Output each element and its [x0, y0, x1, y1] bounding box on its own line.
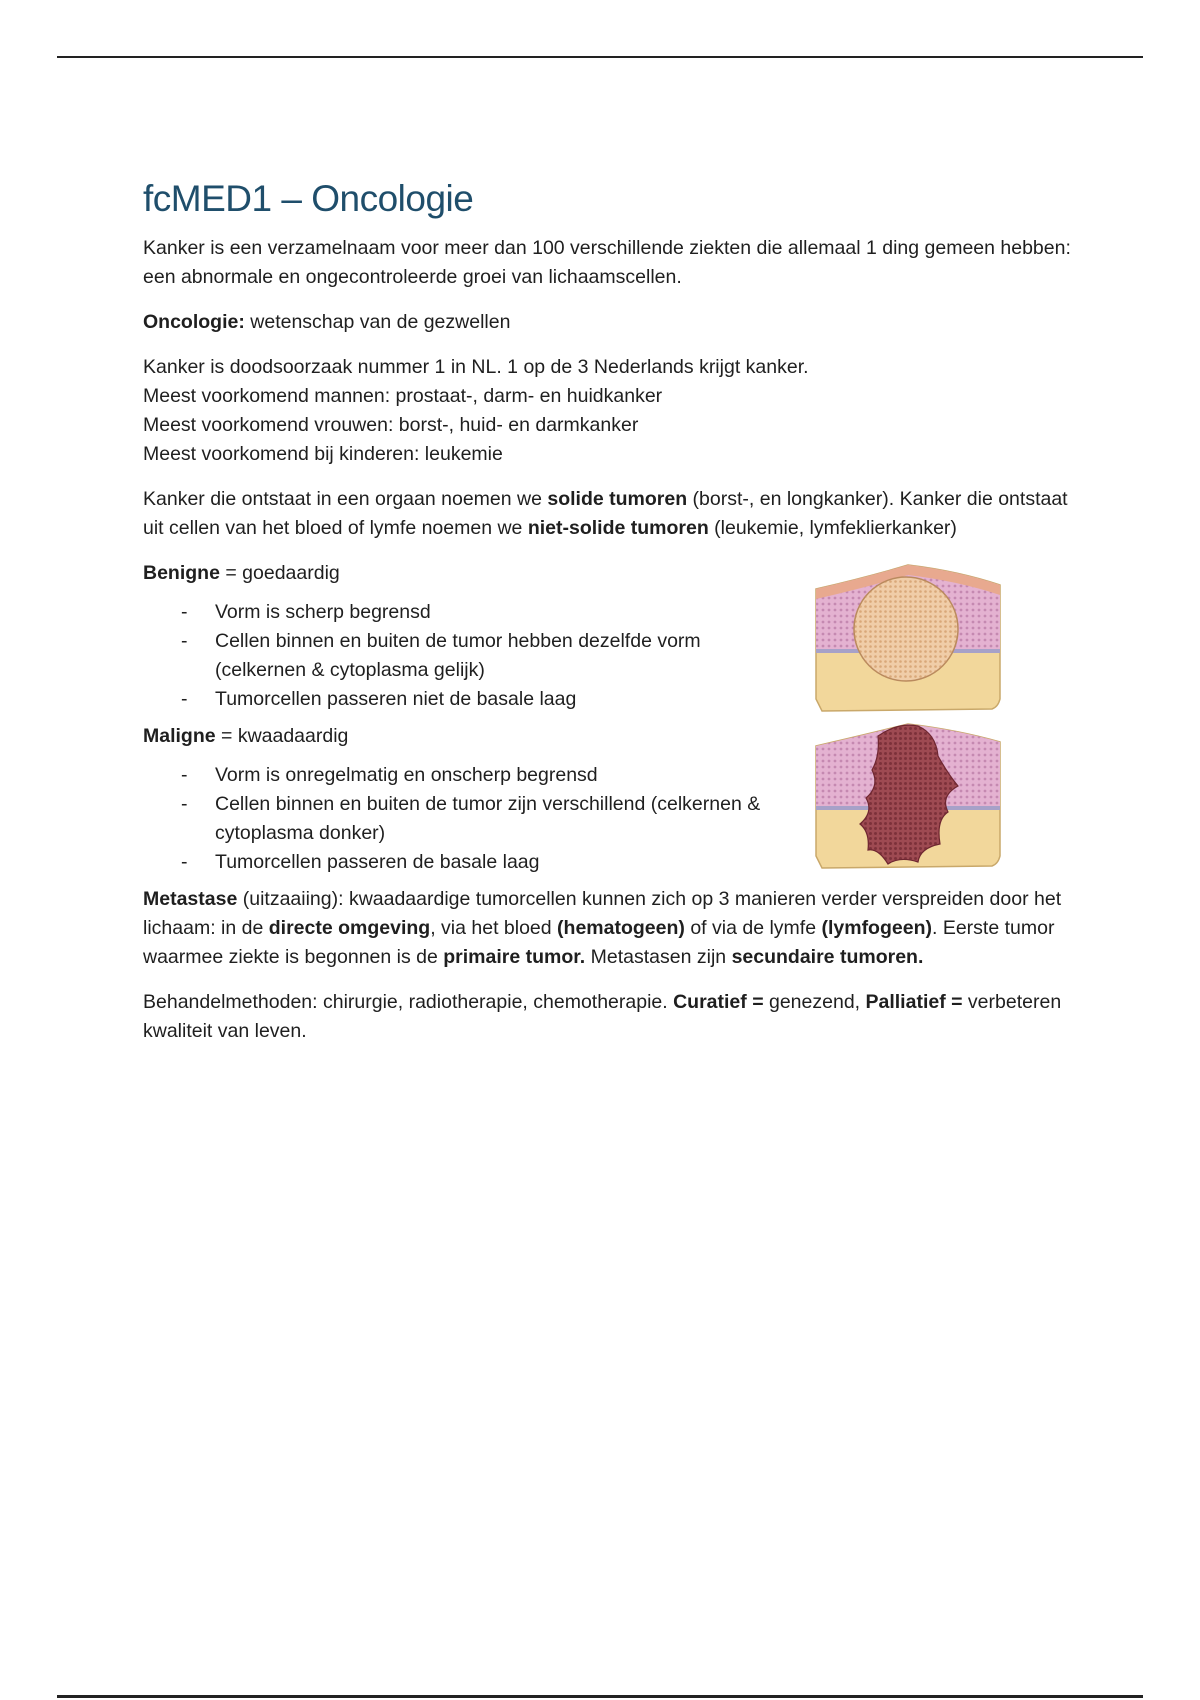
footer-rule — [57, 1695, 1143, 1698]
stat-line: Meest voorkomend bij kinderen: leukemie — [143, 443, 503, 465]
list-item: - Vorm is onregelmatig en onscherp begrensd — [181, 761, 775, 790]
malignant-tumor-illustration — [808, 716, 1008, 876]
tumor-types-paragraph — [143, 485, 1073, 543]
header-rule — [57, 56, 1143, 58]
bold-run: Metastase — [143, 888, 238, 910]
benign-tumor-illustration — [808, 559, 1008, 719]
stat-line: Meest voorkomend mannen: prostaat-, darm- en huidkanker — [143, 385, 663, 407]
statistics-block — [143, 353, 1073, 469]
bold-run: solide tumoren — [547, 488, 688, 510]
oncologie-term: Oncologie: — [143, 311, 245, 333]
maligne-section — [143, 722, 1073, 877]
benigne-text: = goedaardig — [219, 562, 340, 584]
text-run: of via de lymfe — [684, 917, 822, 939]
stat-line: Kanker is doodsoorzaak nummer 1 in NL. 1 op de 3 Nederlands krijgt kanker. — [143, 356, 809, 378]
maligne-text: = kwaadaardig — [215, 725, 349, 747]
oncologie-definition — [143, 308, 1073, 337]
text-run: verbeteren kwaliteit van leven. — [143, 991, 1062, 1042]
text-run: (uitzaaiing): kwaadaardige tumorcellen kunnen zich op 3 manieren verder verspreiden door het lichaam: in de — [143, 888, 1062, 939]
benigne-section — [143, 559, 1073, 714]
bold-run: (lymfogeen) — [821, 917, 932, 939]
intro-paragraph: Kanker is een verzamelnaam voor meer dan 100 verschillende ziekten die allemaal 1 ding gemeen hebben: een abnormale en ongecontroleerde groei van lichaamscellen. — [143, 237, 1071, 288]
bold-run: secundaire tumoren. — [731, 946, 924, 968]
behandel-paragraph — [143, 988, 1073, 1046]
text-run: (borst-, en longkanker). Kanker die ontstaat uit cellen van het bloed of lymfe noemen we — [143, 488, 1068, 539]
bold-run: Curatief = — [673, 991, 764, 1013]
stat-line: Meest voorkomend vrouwen: borst-, huid- en darmkanker — [143, 414, 639, 436]
list-item: - Vorm is scherp begrensd — [181, 598, 775, 627]
text-run: Metastasen zijn — [585, 946, 732, 968]
bold-run: Palliatief = — [865, 991, 963, 1013]
list-item: - Cellen binnen en buiten de tumor hebben dezelfde vorm (celkernen & cytoplasma gelijk) — [181, 627, 775, 685]
bold-run: (hematogeen) — [557, 917, 685, 939]
text-run: (leukemie, lymfeklierkanker) — [708, 517, 957, 539]
list-item: - Cellen binnen en buiten de tumor zijn verschillend (celkernen & cytoplasma donker) — [181, 790, 775, 848]
text-run: genezend, — [763, 991, 866, 1013]
maligne-term: Maligne — [143, 725, 216, 747]
text-run: . Eerste tumor waarmee ziekte is begonnen is de — [143, 917, 1055, 968]
list-item: - Tumorcellen passeren niet de basale laag — [181, 685, 775, 714]
oncologie-text: wetenschap van de gezwellen — [244, 311, 511, 333]
list-item: - Tumorcellen passeren de basale laag — [181, 848, 775, 877]
text-run: Behandelmethoden: chirurgie, radiotherapie, chemotherapie. — [143, 991, 674, 1013]
bold-run: primaire tumor. — [443, 946, 586, 968]
document-body — [143, 178, 1073, 1062]
text-run: , via het bloed — [430, 917, 558, 939]
metastase-paragraph — [143, 885, 1073, 972]
benigne-term: Benigne — [143, 562, 220, 584]
page-title: fcMED1 – Oncologie — [143, 178, 474, 219]
text-run: Kanker die ontstaat in een orgaan noemen we — [143, 488, 548, 510]
bold-run: niet-solide tumoren — [527, 517, 709, 539]
bold-run: directe omgeving — [268, 917, 431, 939]
